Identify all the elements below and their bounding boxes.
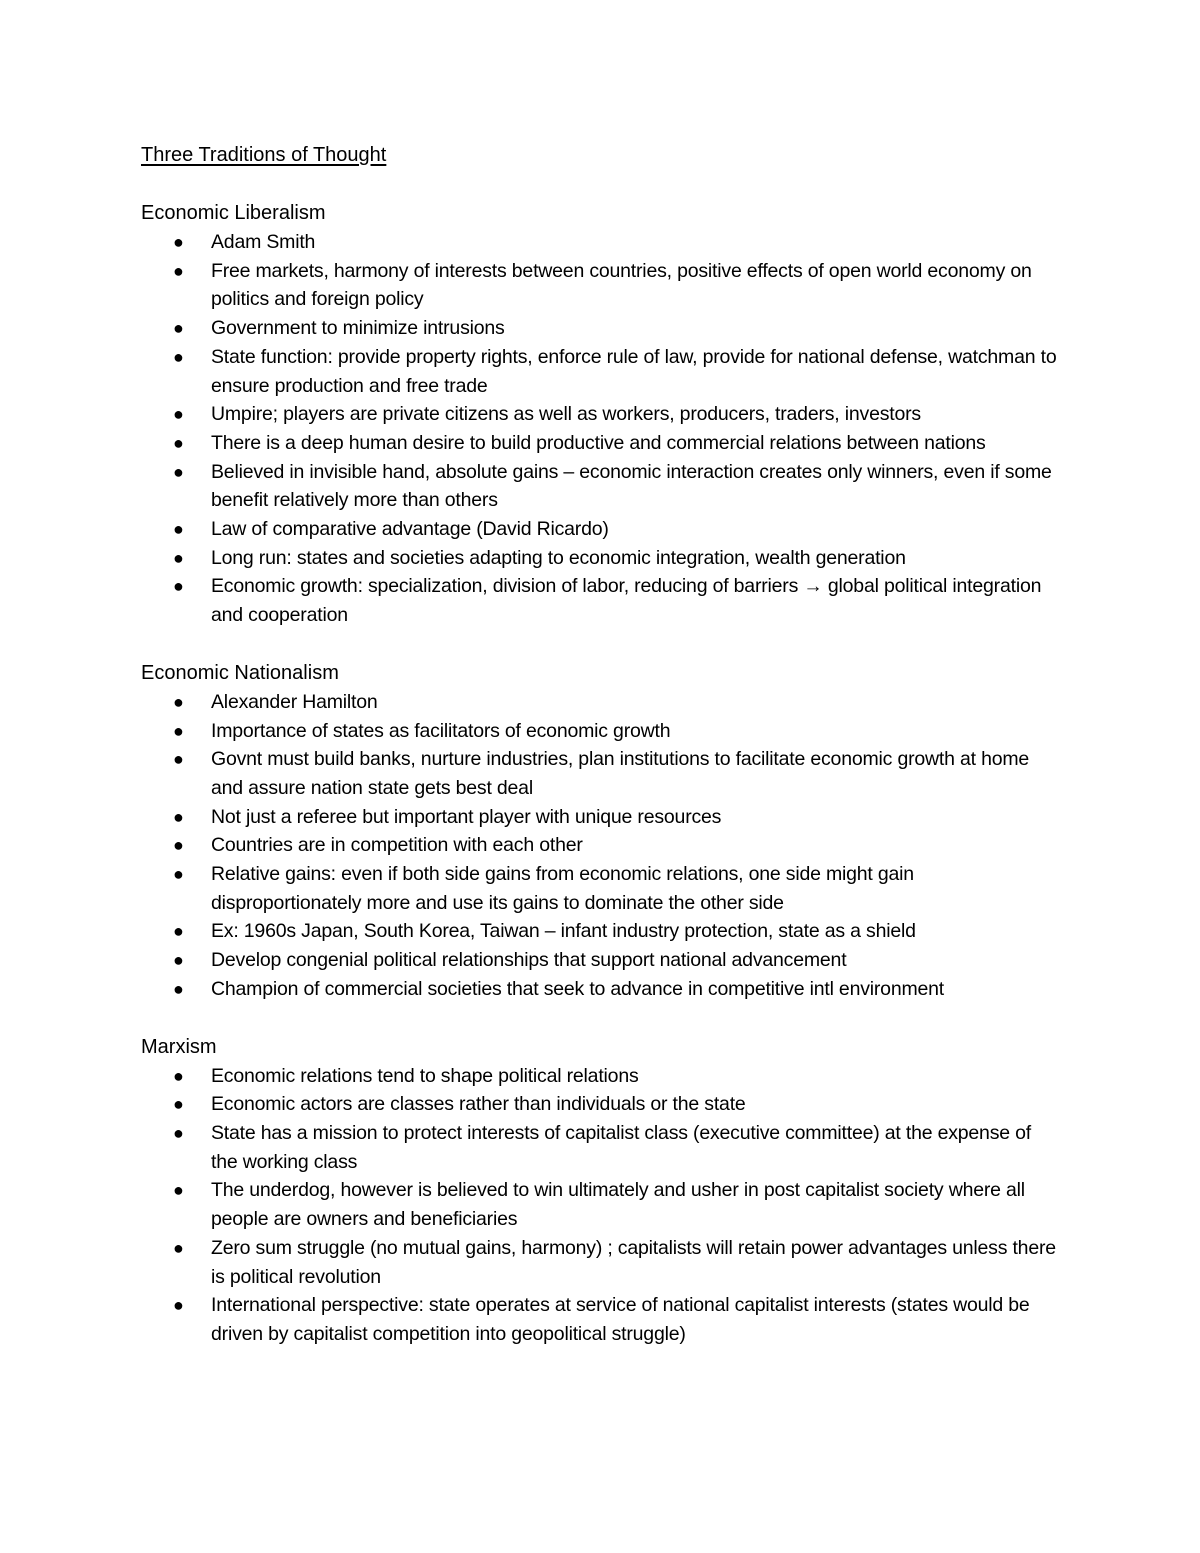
document-title: Three Traditions of Thought bbox=[141, 144, 387, 166]
list-item bbox=[141, 1176, 1061, 1233]
list-item-text: State has a mission to protect interests of capitalist class (executive committee) at the expense of the working class bbox=[211, 1121, 1031, 1173]
list-item-text: State function: provide property rights, enforce rule of law, provide for national defense, watchman to ensure production and free trade bbox=[211, 345, 1057, 397]
list-item-text: Long run: states and societies adapting to economic integration, wealth generation bbox=[211, 546, 906, 569]
document-page bbox=[141, 141, 1061, 1378]
list-item bbox=[141, 917, 1061, 946]
bullet-icon: ● bbox=[173, 232, 184, 252]
list-item bbox=[141, 1119, 1061, 1176]
bullet-icon: ● bbox=[173, 1180, 184, 1201]
list-item bbox=[141, 803, 1061, 832]
list-item bbox=[141, 228, 1061, 257]
list-item-text: International perspective: state operates at service of national capitalist interests (states would be driven by capitalist competition into geopolitical struggle) bbox=[211, 1294, 1030, 1345]
list-item-text: Government to minimize intrusions bbox=[211, 317, 505, 340]
list-item bbox=[141, 572, 1061, 629]
list-item bbox=[141, 946, 1061, 975]
bullet-icon: ● bbox=[173, 978, 184, 999]
list-item bbox=[141, 257, 1061, 314]
list-item-text: Zero sum struggle (no mutual gains, harmony) ; capitalists will retain power advantages unless there is political revolution bbox=[211, 1236, 1056, 1288]
bullet-icon: ● bbox=[173, 806, 184, 827]
list-item-text: Adam Smith bbox=[211, 231, 316, 253]
bullet-icon: ● bbox=[173, 432, 184, 453]
bullet-icon: ● bbox=[173, 576, 184, 597]
list-item-text: Champion of commercial societies that seek to advance in competitive intl environment bbox=[211, 977, 945, 1000]
list-item-text: Economic relations tend to shape political relations bbox=[211, 1064, 639, 1087]
bullet-icon: ● bbox=[173, 1065, 184, 1086]
list-item bbox=[141, 314, 1061, 343]
section-heading: Economic Liberalism bbox=[141, 202, 326, 224]
list-item bbox=[141, 975, 1061, 1004]
list-item-text: Umpire; players are private citizens as well as workers, producers, traders, investors bbox=[211, 403, 921, 426]
bullet-list bbox=[141, 228, 1061, 630]
list-item-text: Alexander Hamilton bbox=[211, 690, 378, 713]
section-heading: Economic Nationalism bbox=[141, 661, 339, 684]
list-item bbox=[141, 1234, 1061, 1291]
list-item-text: Ex: 1960s Japan, South Korea, Taiwan – infant industry protection, state as a shield bbox=[211, 920, 916, 943]
bullet-icon: ● bbox=[173, 1094, 184, 1115]
list-item-text: Countries are in competition with each other bbox=[211, 834, 583, 857]
list-item-text: Relative gains: even if both side gains from economic relations, one side might gain disproportionately more and use its gains to dominate the other side bbox=[211, 863, 914, 914]
bullet-icon: ● bbox=[173, 1122, 184, 1143]
list-item-text: Free markets, harmony of interests between countries, positive effects of open world economy on politics and foreign policy bbox=[211, 259, 1032, 311]
list-item bbox=[141, 544, 1061, 573]
section-economic-liberalism bbox=[141, 199, 1061, 630]
list-item-text: Law of comparative advantage (David Ricardo) bbox=[211, 518, 609, 541]
bullet-icon: ● bbox=[173, 720, 184, 741]
list-item bbox=[141, 745, 1061, 802]
list-item bbox=[141, 400, 1061, 429]
list-item bbox=[141, 1090, 1061, 1119]
list-item bbox=[141, 515, 1061, 544]
bullet-icon: ● bbox=[173, 950, 184, 971]
bullet-icon: ● bbox=[173, 749, 184, 770]
list-item bbox=[141, 860, 1061, 917]
bullet-list bbox=[141, 688, 1061, 1004]
bullet-icon: ● bbox=[173, 519, 184, 540]
list-item bbox=[141, 429, 1061, 458]
section-marxism bbox=[141, 1033, 1061, 1349]
list-item bbox=[141, 688, 1061, 717]
bullet-icon: ● bbox=[173, 864, 184, 885]
list-item-text: Importance of states as facilitators of economic growth bbox=[211, 719, 671, 742]
bullet-icon: ● bbox=[173, 547, 184, 568]
list-item bbox=[141, 1291, 1061, 1348]
bullet-icon: ● bbox=[173, 691, 184, 712]
list-item bbox=[141, 717, 1061, 746]
bullet-icon: ● bbox=[173, 461, 184, 482]
section-economic-nationalism bbox=[141, 659, 1061, 1004]
bullet-icon: ● bbox=[173, 835, 184, 856]
list-item bbox=[141, 458, 1061, 515]
list-item bbox=[141, 831, 1061, 860]
section-heading: Marxism bbox=[141, 1035, 217, 1058]
list-item-text: Not just a referee but important player with unique resources bbox=[211, 805, 722, 828]
list-item-text: Economic growth: specialization, division of labor, reducing of barriers → global political integration and cooperation bbox=[211, 575, 1042, 627]
bullet-icon: ● bbox=[173, 921, 184, 942]
bullet-icon: ● bbox=[173, 346, 184, 367]
bullet-icon: ● bbox=[173, 260, 184, 281]
list-item-text: Believed in invisible hand, absolute gains – economic interaction creates only winners, even if some benefit relatively more than others bbox=[211, 460, 1052, 512]
bullet-icon: ● bbox=[173, 404, 184, 425]
list-item-text: Govnt must build banks, nurture industries, plan institutions to facilitate economic growth at home and assure nation state gets best deal bbox=[211, 748, 1030, 799]
bullet-icon: ● bbox=[173, 1295, 184, 1316]
list-item-text: Economic actors are classes rather than individuals or the state bbox=[211, 1093, 746, 1116]
bullet-icon: ● bbox=[173, 318, 184, 339]
list-item-text: Develop congenial political relationships that support national advancement bbox=[211, 949, 847, 972]
list-item bbox=[141, 1062, 1061, 1091]
list-item-text: The underdog, however is believed to win ultimately and usher in post capitalist society where all people are owners and beneficiaries bbox=[211, 1179, 1025, 1231]
bullet-list bbox=[141, 1062, 1061, 1349]
list-item bbox=[141, 343, 1061, 400]
bullet-icon: ● bbox=[173, 1237, 184, 1258]
list-item-text: There is a deep human desire to build productive and commercial relations between nations bbox=[211, 431, 986, 454]
